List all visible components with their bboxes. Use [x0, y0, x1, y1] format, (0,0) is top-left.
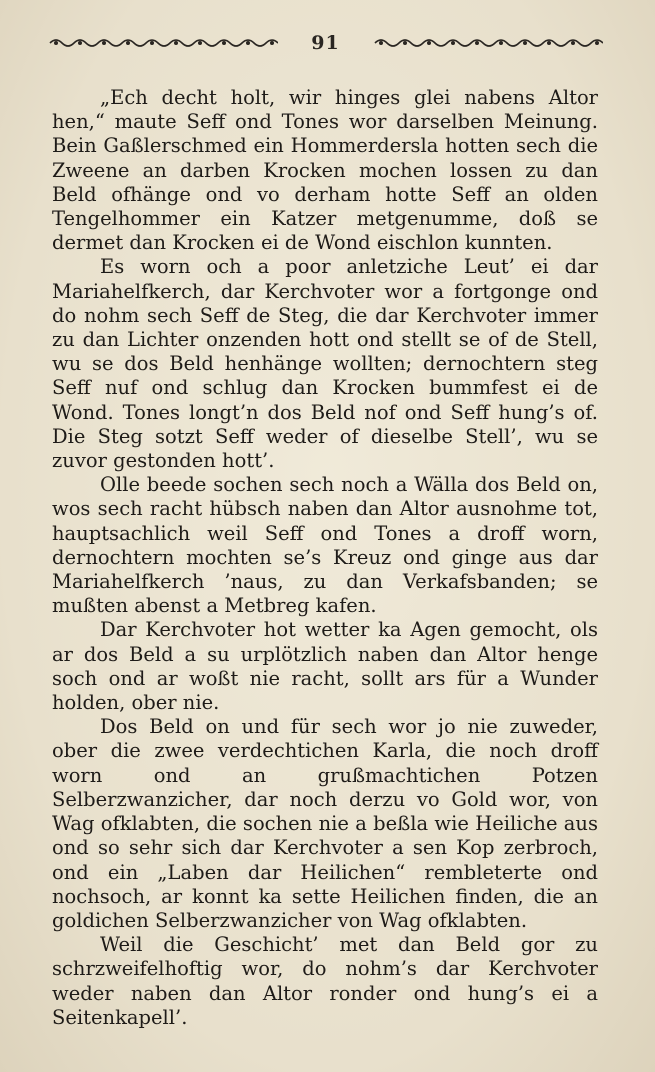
page-header — [48, 30, 603, 56]
paragraph: Olle beede sochen sech noch a Wälla dos Beld on, wos sech racht hübsch naben dan Altor ausnohme tot, hauptsachlich weil Seff ond Tones a droff worn, dernochtern mochten se’s Kreuz ond ginge aus dar Mariahelfkerch ’naus, zu dan Verkafsbanden; se mußten abenst a Metbreg kafen. — [52, 473, 598, 618]
page-number: 91 — [311, 32, 340, 54]
paragraph: Dar Kerchvoter hot wetter ka Agen gemocht, ols ar dos Beld a su urplötzlich naben dan Altor henge soch ond ar woßt nie racht, sollt ars für a Wunder holden, ober nie. — [52, 618, 598, 715]
decorative-scroll-border-icon — [373, 36, 603, 50]
decorative-scroll-border-icon — [48, 36, 278, 50]
paragraph: Dos Beld on und für sech wor jo nie zuweder, ober die zwee verdechtichen Karla, die noch droff worn ond an grußmachtichen Potzen Selberzwanzicher, dar noch derzu vo Gold wor, von Wag ofklabten, die sochen nie a beßla wie Heiliche aus ond so sehr sich dar Kerchvoter a sen Kop zerbroch, ond ein „Laben dar Heilichen“ rembleterte ond nochsoch, ar konnt ka sette Heilichen finden, die an goldichen Selberzwanzicher von Wag ofklabten. — [52, 715, 598, 932]
paragraph: Weil die Geschicht’ met dan Beld gor zu schrzweifelhoftig wor, do nohm’s dar Kerchvoter weder naben dan Altor ronder ond hung’s ei a Seitenkapell’. — [52, 933, 598, 1029]
paragraph: „Ech decht holt, wir hinges glei nabens Altor hen,“ maute Seff ond Tones wor darselben Meinung. Bein Gaßlerschmed ein Hommerdersla hotten sech die Zweene an darben Krocken mochen lossen zu dan Beld ofhänge ond vo derham hotte Seff an olden Tengelhommer ein Katzer metgenumme, doß se dermet dan Krocken ei de Wond eischlon kunnten. — [52, 86, 598, 255]
body-text — [52, 86, 598, 1030]
paragraph: Es worn och a poor anletziche Leut’ ei dar Mariahelfkerch, dar Kerchvoter wor a fortgonge ond do nohm sech Seff de Steg, die dar Kerchvoter immer zu dan Lichter onzenden hott ond stellt se of de Stell, wu se dos Beld henhänge wollten; dernochtern steg Seff nuf ond schlug dan Krocken bummfest ei de Wond. Tones longt’n dos Beld nof ond Seff hung’s of. Die Steg sotzt Seff weder of dieselbe Stell’, wu se zuvor gestonden hott’. — [52, 255, 598, 473]
